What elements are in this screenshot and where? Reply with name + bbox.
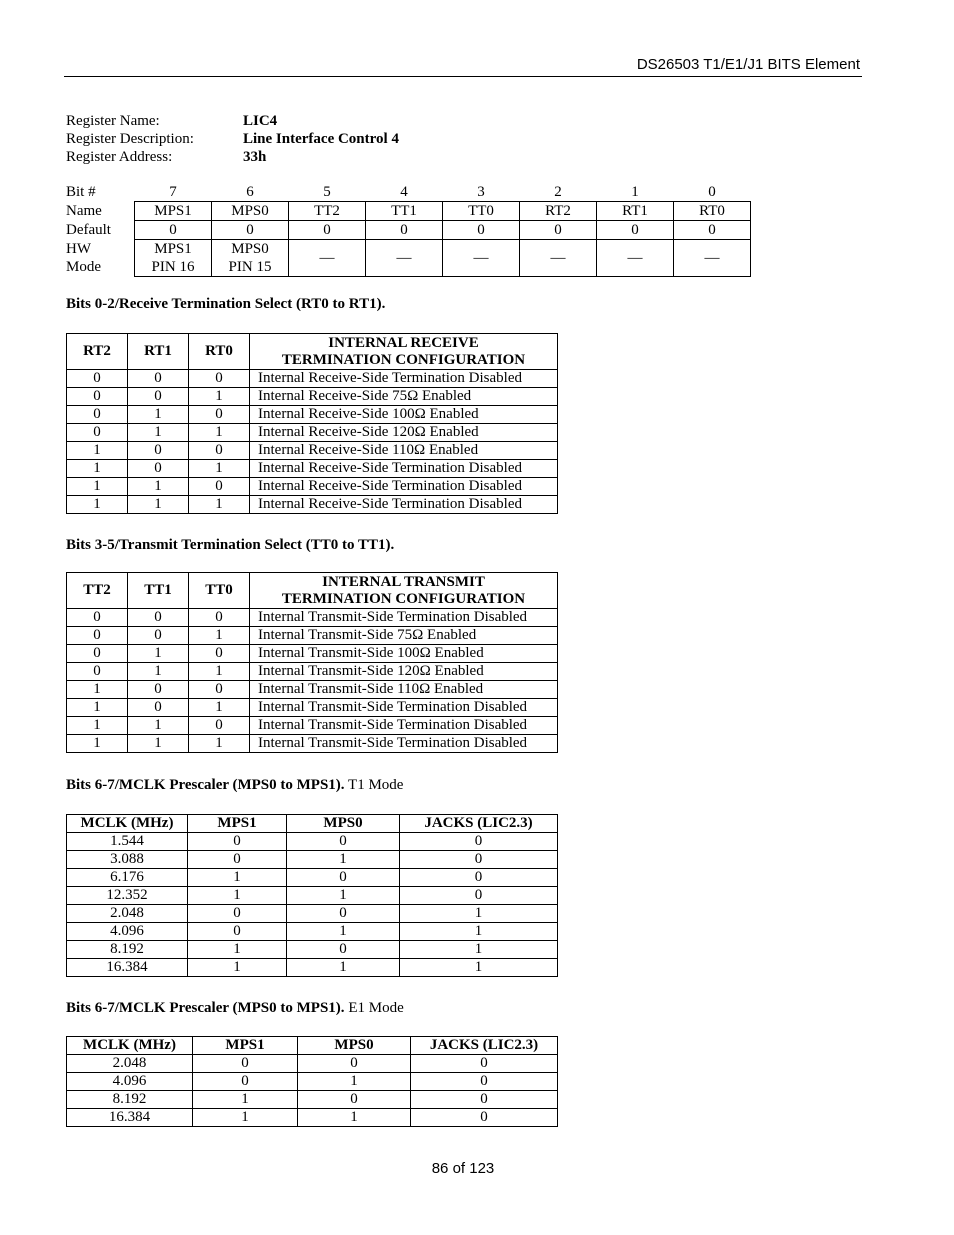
- table-cell: 0: [67, 370, 128, 388]
- table-cell: 1: [189, 699, 250, 717]
- table-cell: Internal Receive-Side Termination Disabled: [250, 496, 558, 514]
- table-row: [67, 645, 558, 663]
- table-row: [67, 496, 558, 514]
- table-cell: Internal Receive-Side 100Ω Enabled: [250, 406, 558, 424]
- register-address-value: 33h: [243, 149, 267, 165]
- hw-mode-cell: —: [597, 240, 674, 277]
- table-cell: 1: [128, 478, 189, 496]
- table-cell: Internal Receive-Side Termination Disabled: [250, 370, 558, 388]
- col-header: MCLK (MHz): [67, 815, 188, 833]
- e1-section-title: Bits 6-7/MCLK Prescaler (MPS0 to MPS1). E1 Mode: [66, 1000, 404, 1016]
- table-cell: Internal Transmit-Side Termination Disabled: [250, 609, 558, 627]
- table-row: [67, 1091, 558, 1109]
- table-row: [67, 681, 558, 699]
- table-cell: 0: [188, 905, 287, 923]
- bit-number: 4: [400, 184, 408, 200]
- bit-default: 0: [520, 221, 597, 240]
- table-cell: 0: [400, 887, 558, 905]
- table-cell: 1: [128, 717, 189, 735]
- bit-default: 0: [135, 221, 212, 240]
- table-cell: 1: [189, 735, 250, 753]
- table-cell: 0: [67, 424, 128, 442]
- table-cell: 1: [128, 735, 189, 753]
- register-name-label: Register Name:: [66, 113, 160, 129]
- table-cell: 0: [128, 388, 189, 406]
- rt-section-title: Bits 0-2/Receive Termination Select (RT0 to RT1).: [66, 296, 386, 312]
- table-cell: 1: [128, 496, 189, 514]
- table-row: [67, 869, 558, 887]
- register-description-value: Line Interface Control 4: [243, 131, 399, 147]
- register-name-value: LIC4: [243, 113, 278, 129]
- table-cell: 1: [67, 478, 128, 496]
- hw-line-1: MPS0: [231, 241, 269, 257]
- table-cell: 1: [128, 424, 189, 442]
- col-header: MPS0: [287, 815, 400, 833]
- table-cell: 1: [67, 460, 128, 478]
- table-row: [67, 699, 558, 717]
- receive-termination-table: [66, 333, 558, 514]
- table-row: [67, 923, 558, 941]
- table-row: [67, 833, 558, 851]
- col-header: RT2: [67, 334, 128, 370]
- table-cell: 0: [67, 627, 128, 645]
- table-cell: 0: [67, 388, 128, 406]
- col-header: RT0: [189, 334, 250, 370]
- table-cell: Internal Transmit-Side 100Ω Enabled: [250, 645, 558, 663]
- table-cell: 0: [67, 663, 128, 681]
- table-cell: 0: [298, 1091, 411, 1109]
- e1-mclk-table: [66, 1036, 558, 1127]
- table-cell: 8.192: [67, 941, 188, 959]
- table-cell: 0: [298, 1055, 411, 1073]
- document-header-title: DS26503 T1/E1/J1 BITS Element: [636, 56, 860, 73]
- table-cell: 1: [193, 1109, 298, 1127]
- table-cell: 1: [287, 851, 400, 869]
- table-cell: 1: [287, 887, 400, 905]
- table-cell: 1: [287, 959, 400, 977]
- hw-line-2: PIN 15: [228, 259, 272, 275]
- bit-number: 3: [477, 184, 485, 200]
- table-cell: 0: [189, 478, 250, 496]
- bit-name: MPS1: [135, 202, 212, 221]
- table-cell: 1: [128, 406, 189, 424]
- table-cell: 0: [287, 833, 400, 851]
- bit-number: 5: [323, 184, 331, 200]
- table-cell: 1: [189, 388, 250, 406]
- table-cell: 0: [189, 609, 250, 627]
- col-header: JACKS (LIC2.3): [400, 815, 558, 833]
- hw-label-line-2: Mode: [66, 259, 101, 275]
- table-row: [67, 388, 558, 406]
- table-cell: 0: [188, 923, 287, 941]
- table-cell: 1: [189, 663, 250, 681]
- bit-name: RT1: [597, 202, 674, 221]
- table-cell: Internal Transmit-Side 120Ω Enabled: [250, 663, 558, 681]
- table-cell: 1: [287, 923, 400, 941]
- hw-mode-cell: [135, 240, 212, 277]
- bit-name: TT1: [366, 202, 443, 221]
- table-cell: 0: [188, 833, 287, 851]
- table-cell: 1: [67, 699, 128, 717]
- table-cell: 1: [67, 496, 128, 514]
- table-cell: 0: [400, 833, 558, 851]
- table-cell: 0: [411, 1091, 558, 1109]
- table-cell: 16.384: [67, 959, 188, 977]
- bit-name: RT0: [674, 202, 751, 221]
- table-cell: 0: [67, 645, 128, 663]
- table-cell: 0: [411, 1073, 558, 1091]
- table-cell: 8.192: [67, 1091, 193, 1109]
- col-header: RT1: [128, 334, 189, 370]
- table-cell: 1: [189, 424, 250, 442]
- bit-number: 7: [169, 184, 177, 200]
- table-cell: 1: [189, 627, 250, 645]
- header-divider: [64, 76, 862, 77]
- table-cell: 1.544: [67, 833, 188, 851]
- table-row: [67, 735, 558, 753]
- table-cell: 0: [411, 1109, 558, 1127]
- table-row: [67, 851, 558, 869]
- table-cell: 1: [128, 663, 189, 681]
- table-cell: 1: [67, 717, 128, 735]
- table-cell: 1: [188, 869, 287, 887]
- hw-mode-cell: —: [520, 240, 597, 277]
- table-cell: 4.096: [67, 1073, 193, 1091]
- table-cell: 0: [411, 1055, 558, 1073]
- table-row: [67, 424, 558, 442]
- table-cell: 0: [189, 406, 250, 424]
- table-cell: 1: [128, 645, 189, 663]
- table-cell: 12.352: [67, 887, 188, 905]
- table-cell: 1: [188, 941, 287, 959]
- table-row: [67, 442, 558, 460]
- table-cell: 1: [189, 460, 250, 478]
- table-cell: Internal Receive-Side Termination Disabled: [250, 460, 558, 478]
- col-header: TT2: [67, 573, 128, 609]
- tt-section-title: Bits 3-5/Transmit Termination Select (TT0 to TT1).: [66, 537, 395, 553]
- table-cell: 0: [193, 1073, 298, 1091]
- table-cell: 1: [400, 959, 558, 977]
- bit-name: MPS0: [212, 202, 289, 221]
- table-cell: 4.096: [67, 923, 188, 941]
- bit-number: 6: [246, 184, 254, 200]
- hw-mode-cell: —: [289, 240, 366, 277]
- table-row: [67, 941, 558, 959]
- table-cell: 0: [189, 442, 250, 460]
- table-cell: 16.384: [67, 1109, 193, 1127]
- col-header: TT0: [189, 573, 250, 609]
- col-header: TT1: [128, 573, 189, 609]
- table-cell: Internal Transmit-Side Termination Disabled: [250, 699, 558, 717]
- t1-section-title: Bits 6-7/MCLK Prescaler (MPS0 to MPS1). T1 Mode: [66, 777, 404, 793]
- bit-name: TT0: [443, 202, 520, 221]
- col-header-line-1: INTERNAL TRANSMIT: [322, 573, 485, 590]
- table-cell: 2.048: [67, 905, 188, 923]
- page-number: 86 of 123: [431, 1160, 495, 1177]
- table-cell: 1: [67, 681, 128, 699]
- table-cell: 1: [67, 442, 128, 460]
- col-header-line-1: INTERNAL RECEIVE: [328, 334, 479, 351]
- table-row: [67, 370, 558, 388]
- col-header: MPS1: [188, 815, 287, 833]
- table-cell: 1: [67, 735, 128, 753]
- hw-mode-cell: [212, 240, 289, 277]
- table-cell: 0: [128, 627, 189, 645]
- table-cell: 1: [400, 923, 558, 941]
- table-cell: 0: [128, 681, 189, 699]
- table-cell: Internal Transmit-Side 75Ω Enabled: [250, 627, 558, 645]
- table-cell: Internal Receive-Side Termination Disabled: [250, 478, 558, 496]
- table-row: [67, 663, 558, 681]
- table-cell: 0: [400, 869, 558, 887]
- bit-default: 0: [597, 221, 674, 240]
- col-header: [250, 334, 558, 370]
- register-info: [66, 112, 399, 166]
- table-cell: 0: [67, 609, 128, 627]
- col-header-line-2: TERMINATION CONFIGURATION: [281, 590, 526, 607]
- hw-mode-cell: —: [366, 240, 443, 277]
- table-cell: Internal Transmit-Side Termination Disabled: [250, 717, 558, 735]
- bit-number-label: Bit #: [66, 184, 96, 201]
- table-row: [67, 478, 558, 496]
- hw-label-line-1: HW: [66, 241, 91, 257]
- table-row: [67, 609, 558, 627]
- t1-mclk-table: [66, 814, 558, 977]
- bit-number: 0: [708, 184, 716, 200]
- col-header-line-2: TERMINATION CONFIGURATION: [281, 351, 526, 368]
- register-address-label: Register Address:: [66, 149, 173, 165]
- table-cell: 1: [188, 887, 287, 905]
- table-cell: Internal Transmit-Side Termination Disabled: [250, 735, 558, 753]
- hw-mode-cell: —: [443, 240, 520, 277]
- table-cell: 1: [188, 959, 287, 977]
- table-row: [67, 627, 558, 645]
- table-row: [67, 1055, 558, 1073]
- bit-number: 1: [631, 184, 639, 200]
- table-row: [67, 1109, 558, 1127]
- hw-line-1: MPS1: [154, 241, 192, 257]
- table-cell: 3.088: [67, 851, 188, 869]
- table-row: [67, 460, 558, 478]
- table-cell: 0: [193, 1055, 298, 1073]
- bit-name-label: Name: [66, 203, 102, 219]
- bit-name: TT2: [289, 202, 366, 221]
- bit-number: 2: [554, 184, 562, 200]
- table-cell: 1: [193, 1091, 298, 1109]
- table-cell: 0: [128, 699, 189, 717]
- hw-mode-label: [66, 240, 135, 277]
- table-cell: 0: [128, 460, 189, 478]
- table-cell: 0: [287, 941, 400, 959]
- col-header: MCLK (MHz): [67, 1037, 193, 1055]
- bit-default: 0: [443, 221, 520, 240]
- table-row: [67, 406, 558, 424]
- table-row: [67, 717, 558, 735]
- bit-map-table: [66, 183, 751, 277]
- table-row: [67, 1073, 558, 1091]
- hw-line-2: PIN 16: [151, 259, 195, 275]
- table-cell: 0: [400, 851, 558, 869]
- hw-mode-cell: —: [674, 240, 751, 277]
- table-cell: 0: [128, 442, 189, 460]
- table-cell: Internal Receive-Side 75Ω Enabled: [250, 388, 558, 406]
- table-cell: 0: [287, 905, 400, 923]
- col-header: MPS0: [298, 1037, 411, 1055]
- table-cell: 0: [287, 869, 400, 887]
- table-cell: 6.176: [67, 869, 188, 887]
- table-cell: 1: [189, 496, 250, 514]
- table-cell: Internal Receive-Side 110Ω Enabled: [250, 442, 558, 460]
- table-cell: 0: [189, 645, 250, 663]
- table-cell: 1: [400, 941, 558, 959]
- col-header: MPS1: [193, 1037, 298, 1055]
- bit-default: 0: [212, 221, 289, 240]
- col-header: [250, 573, 558, 609]
- table-cell: 0: [189, 717, 250, 735]
- table-cell: 0: [128, 370, 189, 388]
- bit-name: RT2: [520, 202, 597, 221]
- bit-default: 0: [366, 221, 443, 240]
- table-cell: 1: [298, 1109, 411, 1127]
- table-cell: 1: [400, 905, 558, 923]
- col-header: JACKS (LIC2.3): [411, 1037, 558, 1055]
- table-cell: 2.048: [67, 1055, 193, 1073]
- table-cell: 0: [189, 370, 250, 388]
- bit-default: 0: [289, 221, 366, 240]
- transmit-termination-table: [66, 572, 558, 753]
- register-description-label: Register Description:: [66, 131, 194, 147]
- table-cell: Internal Transmit-Side 110Ω Enabled: [250, 681, 558, 699]
- table-row: [67, 887, 558, 905]
- table-row: [67, 959, 558, 977]
- table-cell: 0: [189, 681, 250, 699]
- table-cell: 0: [128, 609, 189, 627]
- table-row: [67, 905, 558, 923]
- table-cell: 1: [298, 1073, 411, 1091]
- table-cell: 0: [67, 406, 128, 424]
- table-cell: Internal Receive-Side 120Ω Enabled: [250, 424, 558, 442]
- table-cell: 0: [188, 851, 287, 869]
- bit-default-label: Default: [66, 222, 111, 238]
- bit-default: 0: [674, 221, 751, 240]
